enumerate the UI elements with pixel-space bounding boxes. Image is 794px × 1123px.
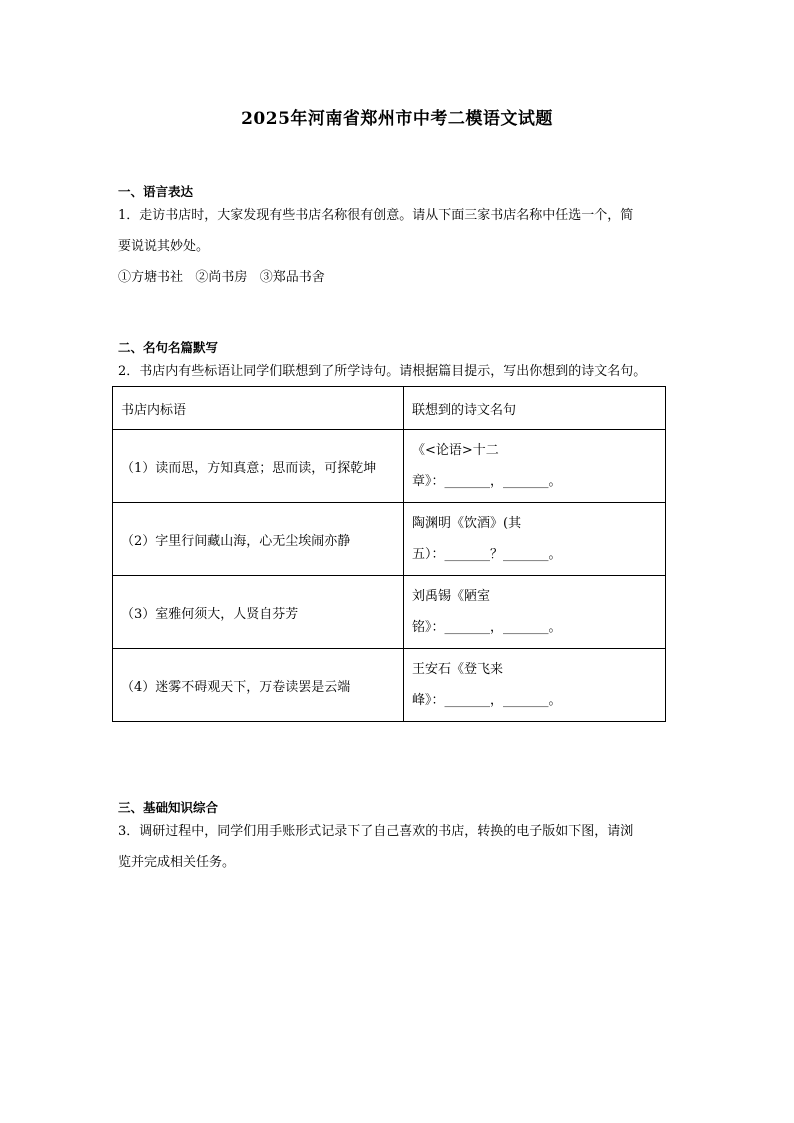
answer-blanks: 铭》：_______，_______。	[412, 620, 562, 635]
answer-blanks: 峰》：_______，_______。	[412, 693, 562, 708]
slogan-cell: （1）读而思，方知真意；思而读，可探乾坤	[113, 430, 404, 503]
answer-cell	[404, 649, 666, 722]
question-1-line-2: 要说说其妙处。	[118, 239, 210, 254]
page-title: 2025年河南省郑州市中考二模语文试题	[241, 109, 553, 129]
poem-source: 刘禹锡《陋室	[412, 589, 491, 604]
slogan-cell: （4）迷雾不碍观天下，万卷读罢是云端	[113, 649, 404, 722]
answer-cell	[404, 503, 666, 576]
section-heading-basics: 三、基础知识综合	[118, 800, 219, 815]
answer-cell	[404, 430, 666, 503]
table-row	[113, 649, 666, 722]
slogan-cell: （3）室雅何须大，人贤自芬芳	[113, 576, 404, 649]
answer-blanks: 章》：_______，_______。	[412, 474, 562, 489]
answer-blanks: 五）：_______？_______。	[412, 547, 562, 562]
question-3-line-2: 览并完成相关任务。	[118, 855, 236, 870]
table-header-row	[113, 387, 666, 430]
poem-source: 《<论语>十二	[412, 443, 499, 458]
question-1	[118, 200, 678, 293]
table-header-slogan: 书店内标语	[113, 387, 404, 430]
table-header-poem: 联想到的诗文名句	[404, 387, 666, 430]
slogan-cell: （2）字里行间藏山海，心无尘埃闹亦静	[113, 503, 404, 576]
section-heading-recitation: 二、名句名篇默写	[118, 340, 219, 355]
quotes-table	[112, 386, 666, 722]
table-row	[113, 503, 666, 576]
question-1-options: ①方塘书社 ②尚书房 ③郑品书舍	[118, 270, 325, 285]
question-2-text: 2．书店内有些标语让同学们联想到了所学诗句。请根据篇目提示，写出你想到的诗文名句。	[118, 364, 647, 379]
table-row	[113, 576, 666, 649]
question-3-line-1: 3．调研过程中，同学们用手账形式记录下了自己喜欢的书店，转换的电子版如下图，请浏	[118, 824, 634, 839]
poem-source: 王安石《登飞来	[412, 662, 504, 677]
table-row	[113, 430, 666, 503]
section-heading-language: 一、语言表达	[118, 184, 194, 199]
poem-source: 陶渊明《饮酒》(其	[412, 516, 522, 531]
question-3	[118, 816, 678, 878]
question-1-line-1: 1．走访书店时，大家发现有些书店名称很有创意。请从下面三家书店名称中任选一个，简	[118, 208, 634, 223]
answer-cell	[404, 576, 666, 649]
question-2	[118, 356, 718, 387]
